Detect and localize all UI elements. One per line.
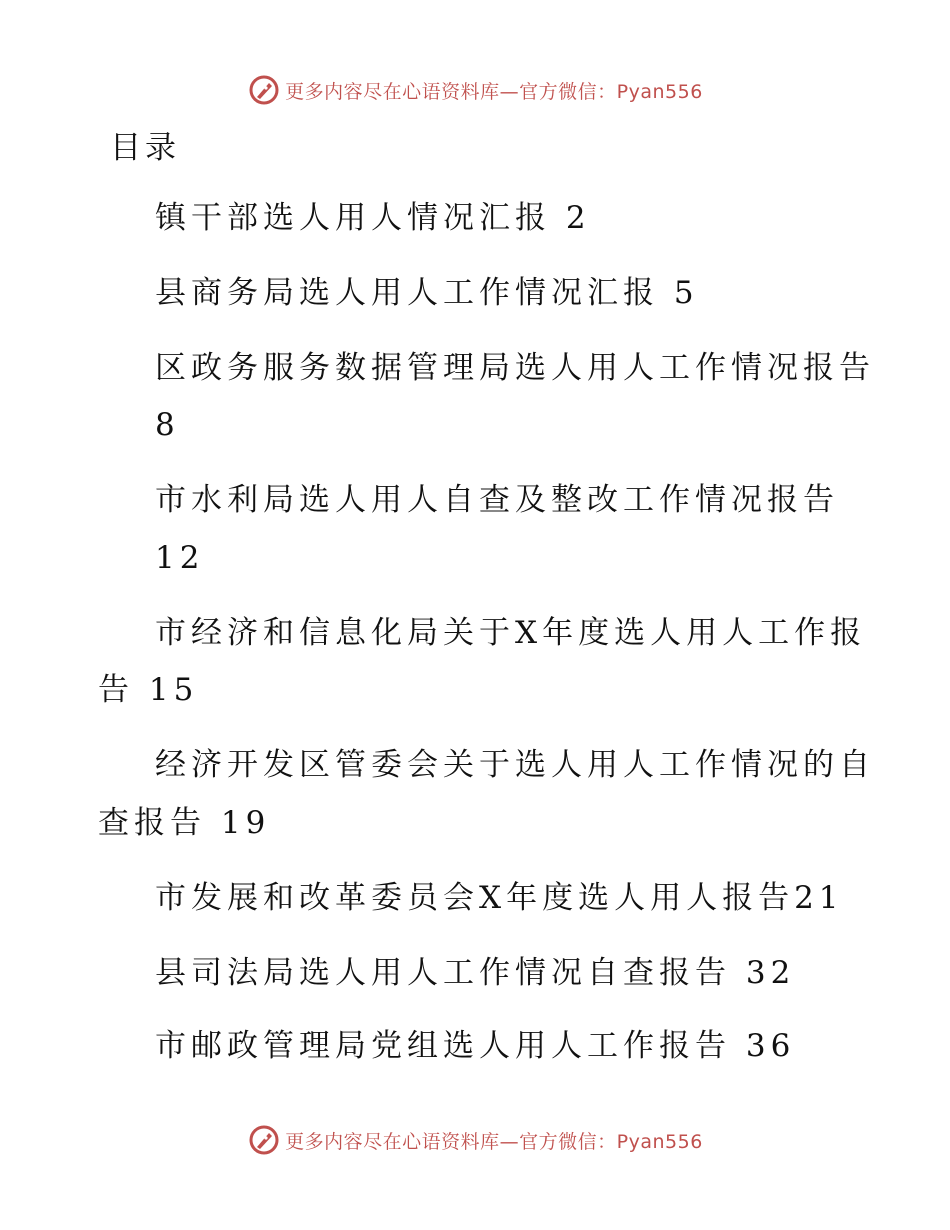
toc-entry-7[interactable]: 市发展和改革委员会X年度选人用人报告21 — [155, 880, 844, 916]
footer-banner — [0, 1120, 950, 1160]
toc-entry-1[interactable]: 镇干部选人用人情况汇报 2 — [155, 200, 591, 236]
pen-nib-logo-icon — [247, 1123, 281, 1157]
toc-entry-5[interactable]: 市经济和信息化局关于X年度选人用人工作报 — [155, 615, 867, 651]
toc-entry-5-cont[interactable]: 告 15 — [98, 672, 199, 708]
pen-nib-logo-icon — [247, 73, 281, 107]
toc-entry-3[interactable]: 区政务服务数据管理局选人用人工作情况报告 — [155, 350, 875, 386]
toc-title: 目录 — [110, 130, 180, 166]
header-banner — [0, 70, 950, 110]
toc-entry-4[interactable]: 市水利局选人用人自查及整改工作情况报告 — [155, 482, 839, 518]
toc-entry-6-cont[interactable]: 查报告 19 — [98, 805, 271, 841]
toc-entry-4-page[interactable]: 12 — [155, 540, 205, 576]
banner-text: 更多内容尽在心语资料库—官方微信：Pyan556 — [285, 1130, 703, 1153]
toc-entry-9[interactable]: 市邮政管理局党组选人用人工作报告 36 — [155, 1028, 796, 1064]
toc-entry-6[interactable]: 经济开发区管委会关于选人用人工作情况的自 — [155, 747, 875, 783]
toc-entry-8[interactable]: 县司法局选人用人工作情况自查报告 32 — [155, 955, 796, 991]
banner-text: 更多内容尽在心语资料库—官方微信：Pyan556 — [285, 80, 703, 103]
toc-entry-2[interactable]: 县商务局选人用人工作情况汇报 5 — [155, 275, 699, 311]
toc-entry-3-page[interactable]: 8 — [155, 407, 180, 443]
